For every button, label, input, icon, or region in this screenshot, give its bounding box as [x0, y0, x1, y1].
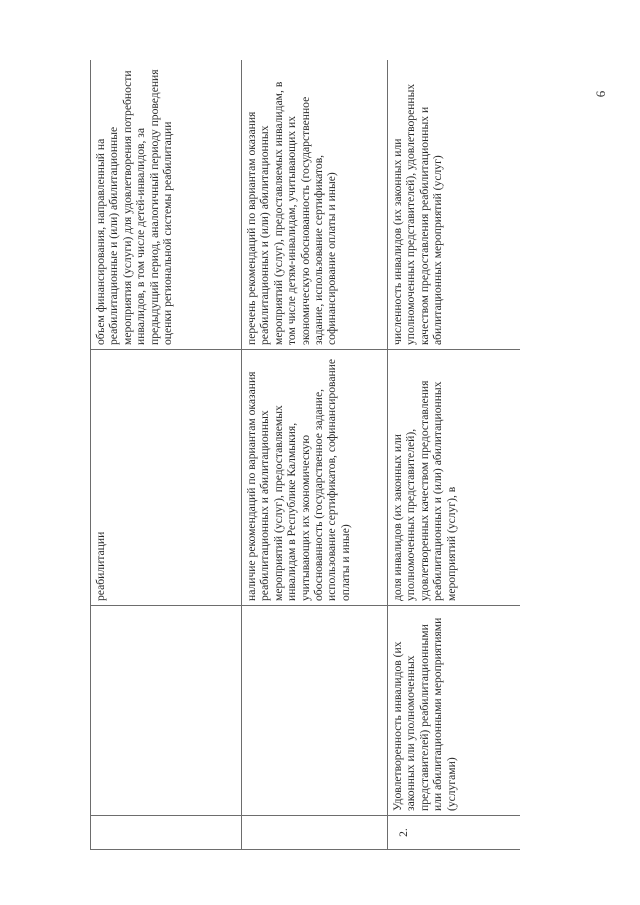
row-result-cell: объем финансирования, направленный на реабилитационные и (или) абилитационные мероприятия (услуги) для удовлетворения потребности инвалидов, в том числе детей-инвалидов, за предыдущий период, аналогичный периоду проведения оценки региональной системы реабилитации — [91, 60, 242, 350]
page-number-text: 6 — [593, 90, 608, 98]
row-result-cell: перечень рекомендаций по вариантам оказания реабилитационных и (или) абилитационных мероприятий (услуг), предоставляемых инвалидам, в том числе детям-инвалидам, учитывающих их экономическую обоснованность (государственное задание, использование сертификатов, софинансирование оплаты и иные) — [242, 60, 388, 350]
row-name-cell — [91, 606, 242, 816]
rotated-table-container — [90, 60, 520, 850]
row-number-cell — [91, 816, 242, 850]
table-row — [242, 60, 388, 850]
row-result-cell: численность инвалидов (их законных или уполномоченных представителей), удовлетворенных качеством предоставления реабилитационных и абилитационных мероприятий (услуг) — [388, 60, 521, 350]
document-table-area — [90, 60, 520, 850]
row-name-cell: Удовлетворенность инвалидов (их законных или уполномоченных представителей) реабилитационными или абилитационными мероприятиями (услугами) — [388, 606, 521, 816]
table-row — [388, 60, 521, 850]
table-row — [91, 60, 242, 850]
document-table — [90, 60, 520, 850]
page-number — [594, 82, 608, 106]
row-indicator-cell: реабилитации — [91, 350, 242, 606]
row-number-cell: 2. — [388, 816, 521, 850]
row-indicator-cell: доля инвалидов (их законных или уполномоченных представителей), удовлетворенных качеством предоставления реабилитационных и (или) абилитационных мероприятий (услуг), в — [388, 350, 521, 606]
row-number-cell — [242, 816, 388, 850]
row-indicator-cell: наличие рекомендаций по вариантам оказания реабилитационных и абилитационных мероприятий (услуг), предоставляемых инвалидам в Республике Калмыкия, учитывающих их экономическую обоснованность (государственное задание, использование сертификатов, софинансирование оплаты и иные) — [242, 350, 388, 606]
row-name-cell — [242, 606, 388, 816]
